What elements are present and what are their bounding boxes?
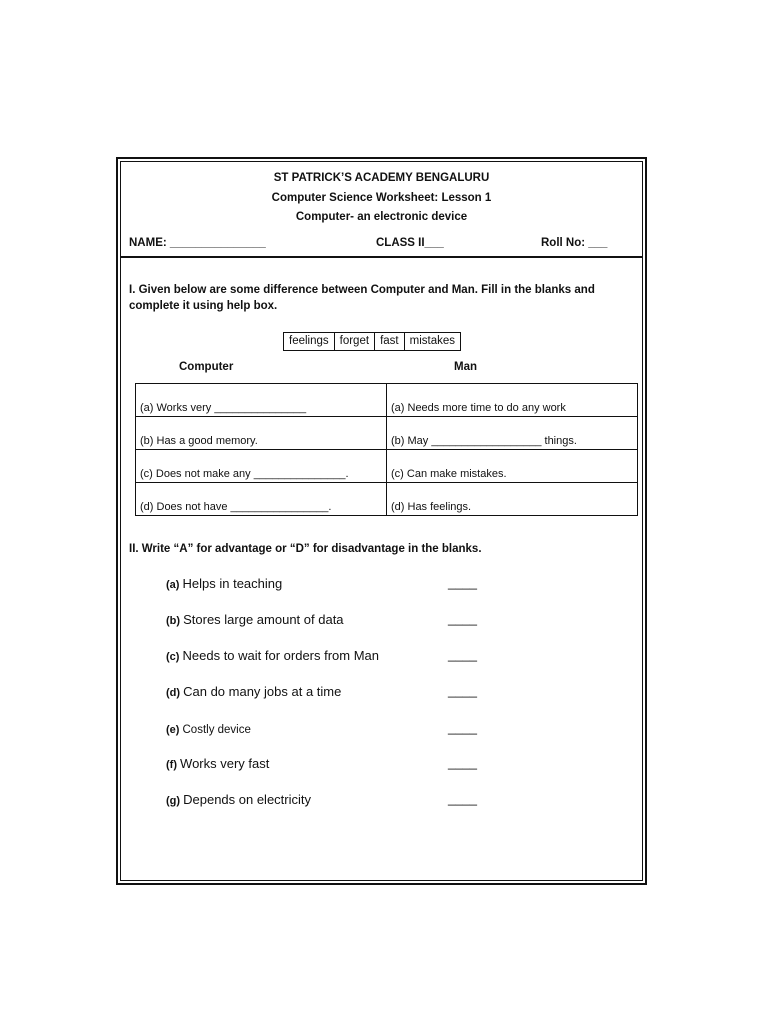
list-item [166, 720, 486, 740]
worksheet-topic: Computer- an electronic device [295, 211, 468, 223]
comparison-table [135, 383, 638, 516]
item-text: Works very fast [180, 756, 270, 771]
item-text: Can do many jobs at a time [183, 684, 342, 699]
man-cell: (d) Has feelings. [387, 483, 638, 516]
item-text: Helps in teaching [182, 576, 283, 591]
table-row [136, 384, 638, 417]
answer-blank: ____ [448, 683, 477, 698]
table-row [136, 483, 638, 516]
item-text: Needs to wait for orders from Man [182, 648, 380, 663]
class-field: CLASS II___ [376, 237, 444, 249]
answer-blank: ____ [448, 611, 477, 626]
item-label: (e) [166, 724, 183, 736]
header-divider [121, 256, 642, 258]
item-label: (d) [166, 687, 184, 699]
help-box [283, 332, 461, 351]
item-label: (c) [166, 651, 183, 663]
computer-cell: (b) Has a good memory. [136, 417, 387, 450]
answer-blank: ____ [448, 720, 477, 735]
column-heading-man: Man [454, 361, 477, 373]
help-word: feelings [284, 333, 335, 350]
section2-question: II. Write “A” for advantage or “D” for disadvantage in the blanks. [129, 543, 482, 555]
worksheet-inner-frame [120, 161, 643, 881]
man-cell: (b) May __________________ things. [387, 417, 638, 450]
computer-cell: (c) Does not make any _______________. [136, 450, 387, 483]
table-row [136, 450, 638, 483]
list-item [166, 611, 486, 631]
man-cell: (c) Can make mistakes. [387, 450, 638, 483]
column-heading-computer: Computer [179, 361, 234, 373]
list-item [166, 575, 486, 595]
table-row [136, 417, 638, 450]
man-cell: (a) Needs more time to do any work [387, 384, 638, 417]
list-item [166, 755, 486, 775]
section1-question: I. Given below are some difference between Computer and Man. Fill in the blanks and complete it using help box. [129, 284, 595, 312]
item-label: (g) [166, 795, 184, 807]
help-word: forget [335, 333, 375, 350]
item-label: (f) [166, 759, 181, 771]
answer-blank: ____ [448, 755, 477, 770]
help-word: fast [375, 333, 405, 350]
roll-no-field: Roll No: ___ [541, 237, 608, 249]
worksheet-title: Computer Science Worksheet: Lesson 1 [271, 192, 492, 204]
computer-cell: (a) Works very _______________ [136, 384, 387, 417]
item-label: (b) [166, 615, 184, 627]
name-field: NAME: _______________ [129, 237, 266, 249]
computer-cell: (d) Does not have ________________. [136, 483, 387, 516]
item-text: Costly device [182, 724, 251, 736]
answer-blank: ____ [448, 575, 477, 590]
item-text: Depends on electricity [183, 792, 312, 807]
answer-blank: ____ [448, 791, 477, 806]
list-item [166, 683, 486, 703]
school-name: ST PATRICK’S ACADEMY BENGALURU [273, 172, 490, 184]
item-label: (a) [166, 579, 183, 591]
answer-blank: ____ [448, 647, 477, 662]
student-info-row [129, 237, 634, 253]
worksheet-frame [116, 157, 647, 885]
list-item [166, 791, 486, 811]
list-item [166, 647, 486, 667]
item-text: Stores large amount of data [183, 612, 344, 627]
help-word: mistakes [409, 335, 455, 347]
